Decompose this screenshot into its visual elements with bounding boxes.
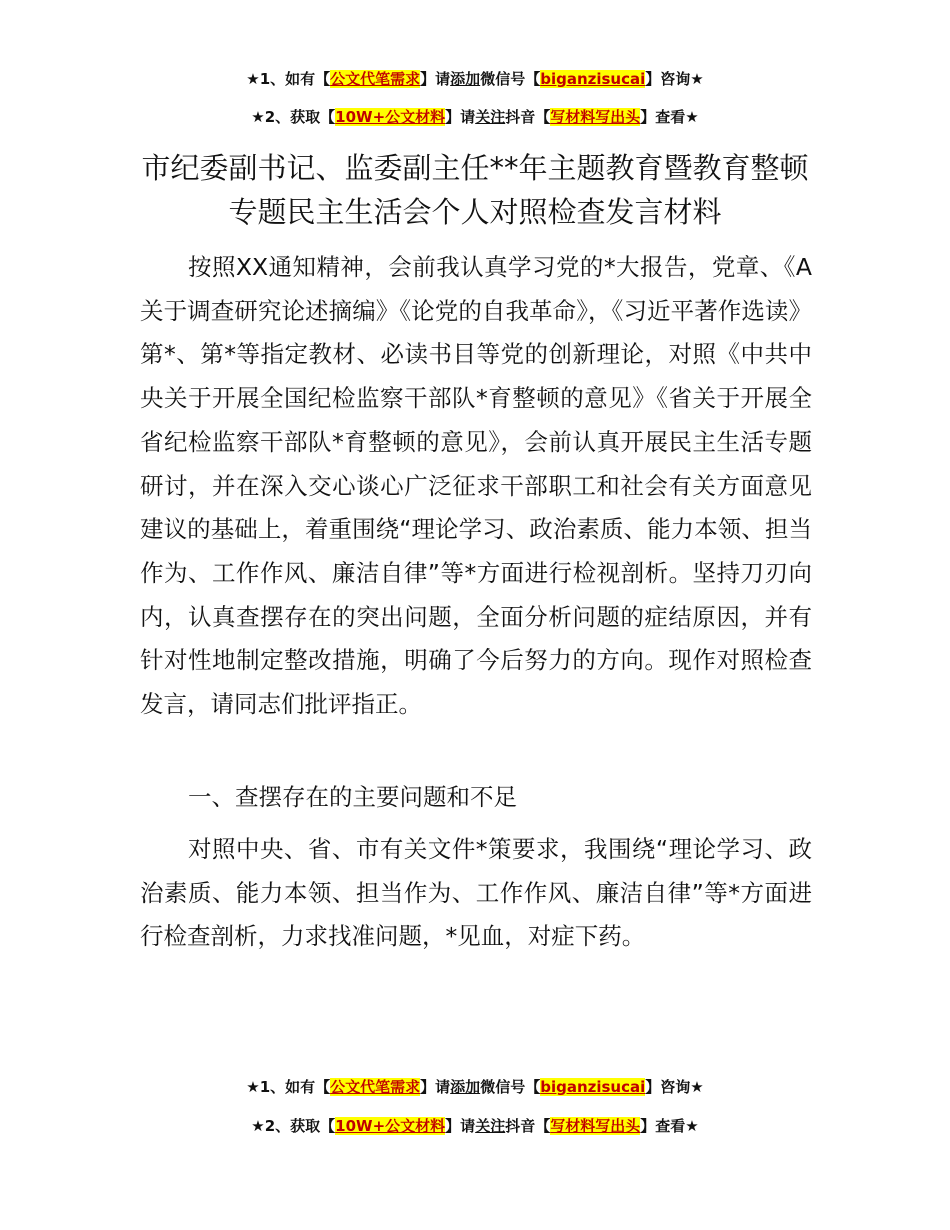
promo-highlight-service: 公文代笔需求: [330, 1078, 421, 1096]
promo-emphasis: 添加: [450, 1078, 481, 1096]
footer-promo-line-1: [0, 1076, 950, 1098]
promo-text: 】请: [445, 108, 476, 126]
promo-text: 】请: [420, 70, 451, 88]
promo-emphasis: 关注: [475, 108, 506, 126]
promo-suffix: 】查看: [640, 108, 686, 126]
promo-highlight-douyin: 写材料写出头: [550, 108, 641, 126]
star-icon: ★: [246, 70, 260, 88]
header-promo-line-2: [0, 106, 950, 128]
promo-text: 】请: [445, 1117, 476, 1135]
body-paragraph-section-1: 对照中央、省、市有关文件*策要求，我围绕“理论学习、政治素质、能力本领、担当作为、工作作风、廉洁自律”等*方面进行检查剖析，力求找准问题，*见血，对症下药。: [140, 835, 812, 951]
star-icon: ★: [690, 70, 704, 88]
promo-prefix: 2、获取【: [264, 1117, 336, 1135]
promo-suffix: 】咨询: [645, 1078, 691, 1096]
star-icon: ★: [690, 1078, 704, 1096]
promo-highlight-service: 公文代笔需求: [330, 70, 421, 88]
promo-text: 微信号【: [480, 1078, 541, 1096]
body-paragraph-intro: 按照XX通知精神，会前我认真学习党的*大报告，党章、《A关于调查研究论述摘编》《论党的自我革命》，《习近平著作选读》第*、第*等指定教材、必读书目等党的创新理论，对照《中共中央关于开展全国纪检监察干部队*育整顿的意见》《省关于开展全省纪检监察干部队*育整顿的意见》，会前认真开展民主生活专题研讨，并在深入交心谈心广泛征求干部职工和社会有关方面意见建议的基础上，着重围绕“理论学习、政治素质、能力本领、担当作为、工作作风、廉洁自律”等*方面进行检视剖析。坚持刀刃向内，认真查摆存在的突出问题，全面分析问题的症结原因，并有针对性地制定整改措施，明确了今后努力的方向。现作对照检查发言，请同志们批评指正。: [140, 253, 812, 719]
promo-text: 】请: [420, 1078, 451, 1096]
star-icon: ★: [685, 108, 699, 126]
promo-highlight-materials: 10W+公文材料: [335, 1117, 446, 1135]
promo-emphasis: 关注: [475, 1117, 506, 1135]
promo-emphasis: 添加: [450, 70, 481, 88]
promo-highlight-wechat-id: biganzisucai: [540, 1078, 646, 1096]
promo-highlight-wechat-id: biganzisucai: [540, 70, 646, 88]
promo-text: 抖音【: [505, 108, 551, 126]
promo-suffix: 】查看: [640, 1117, 686, 1135]
footer-promo-line-2: [0, 1115, 950, 1137]
document-title: 市纪委副书记、监委副主任**年主题教育暨教育整顿专题民主生活会个人对照检查发言材料: [141, 151, 809, 229]
promo-text: 抖音【: [505, 1117, 551, 1135]
star-icon: ★: [251, 108, 265, 126]
promo-prefix: 2、获取【: [264, 108, 336, 126]
promo-text: 微信号【: [480, 70, 541, 88]
promo-suffix: 】咨询: [645, 70, 691, 88]
header-promo-line-1: [0, 68, 950, 90]
promo-prefix: 1、如有【: [259, 1078, 331, 1096]
promo-highlight-materials: 10W+公文材料: [335, 108, 446, 126]
star-icon: ★: [246, 1078, 260, 1096]
star-icon: ★: [685, 1117, 699, 1135]
promo-highlight-douyin: 写材料写出头: [550, 1117, 641, 1135]
star-icon: ★: [251, 1117, 265, 1135]
promo-prefix: 1、如有【: [259, 70, 331, 88]
section-heading: 一、查摆存在的主要问题和不足: [188, 783, 517, 811]
